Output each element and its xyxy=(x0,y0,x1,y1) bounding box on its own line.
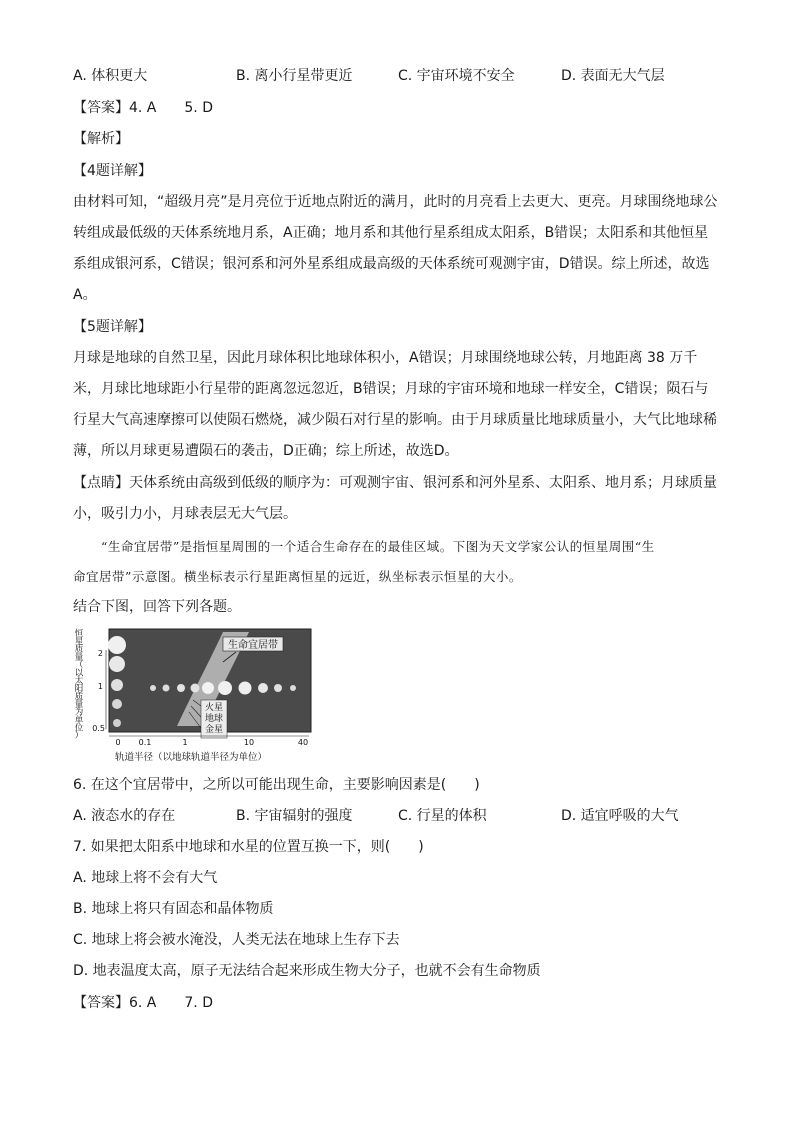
q7-option-a: A. 地球上将不会有大气 xyxy=(73,870,218,886)
planet xyxy=(163,685,170,692)
detail-5-line: 薄，所以月球更易遭陨石的袭击，D正确；综上所述，故选D。 xyxy=(73,443,459,459)
option-b: B. 离小行星带更近 xyxy=(236,68,353,84)
answer-4-5: 【答案】4. A 5. D xyxy=(73,100,213,116)
option-a: A. 体积更大 xyxy=(73,68,148,84)
detail-5-line: 行星大气高速摩擦可以使陨石燃烧，减少陨石对行星的影响。由于月球质量比地球质量小，大气比地球稀 xyxy=(73,412,717,428)
y-tick: 2 xyxy=(97,649,103,658)
y-tick: 0.5 xyxy=(92,724,105,733)
star-mass-1 xyxy=(111,679,123,691)
x-tick: 10 xyxy=(243,738,255,747)
material-line: “生命宜居带”是指恒星周围的一个适合生命存在的最佳区域。下图为天文学家公认的恒星周围“生 xyxy=(101,539,655,554)
detail-4-line: 由材料可知，“超级月亮”是月亮位于近地点附近的满月，此时的月亮看上去更大、更亮。月球围绕地球公 xyxy=(73,194,718,210)
y-axis-label-char: 阳 xyxy=(74,684,84,694)
habitable-zone-figure xyxy=(73,626,313,766)
y-axis-label-char: 单 xyxy=(74,715,84,726)
option-c: C. 宇宙环境不安全 xyxy=(398,68,515,84)
planet xyxy=(290,685,296,691)
x-tick: 40 xyxy=(297,738,309,747)
option-d: D. 表面无大气层 xyxy=(561,68,665,84)
detail-4-line: 转组成最低级的天体系统地月系，A正确；地月系和其他行星系组成太阳系，B错误；太阳系和其他恒星 xyxy=(73,225,709,241)
y-axis-label-char: 星 xyxy=(74,636,84,647)
y-axis-label-char: 恒 xyxy=(74,629,84,639)
star-mass-1-5 xyxy=(109,656,125,672)
q6-option-a: A. 液态水的存在 xyxy=(73,808,176,824)
star-mass-2 xyxy=(108,636,126,654)
planet xyxy=(177,684,185,692)
planet xyxy=(191,684,200,693)
detail-4-line: A。 xyxy=(73,287,97,303)
planet xyxy=(150,685,156,691)
y-axis-label-char: ） xyxy=(74,731,84,742)
material-line: 命宜居带”示意图。横坐标表示行星距离恒星的远近，纵坐标表示恒星的大小。 xyxy=(73,569,522,584)
combine-prompt: 结合下图，回答下列各题。 xyxy=(73,599,241,615)
tip-line: 【点睛】天体系统由高级到低级的顺序为：可观测宇宙、银河系和河外星系、太阳系、地月系；月球质量 xyxy=(73,475,717,491)
planet-label-venus: 金星 xyxy=(204,725,224,735)
band-label: 生命宜居带 xyxy=(228,640,278,651)
star-mass-0-5 xyxy=(113,719,121,727)
detail-5-line: 月球是地球的自然卫星，因此月球体积比地球体积小，A错误；月球围绕地球公转，月地距离 38 万千 xyxy=(73,350,698,366)
y-axis-label-char: 太 xyxy=(74,676,84,687)
detail-4-title: 【4题详解】 xyxy=(73,163,152,179)
y-axis-label-char: 质 xyxy=(74,644,84,655)
planet-label-earth: 地球 xyxy=(204,714,224,724)
y-axis-label-char: 位 xyxy=(74,723,84,734)
y-axis-label-char: 量 xyxy=(74,699,84,710)
analysis-label: 【解析】 xyxy=(73,131,129,147)
y-axis-label-char: （ xyxy=(74,660,84,671)
y-axis-label-char: 为 xyxy=(74,707,84,718)
q6-option-c: C. 行星的体积 xyxy=(398,808,487,824)
tip-line: 小，吸引力小，月球表层无大气层。 xyxy=(73,506,297,522)
question-7-stem: 7. 如果把太阳系中地球和水星的位置互换一下，则( ) xyxy=(73,839,424,855)
detail-5-line: 米，月球比地球距小行星带的距离忽远忽近，B错误；月球的宇宙环境和地球一样安全，C错误；陨石与 xyxy=(73,381,709,397)
x-axis-label: 轨道半径（以地球轨道半径为单位） xyxy=(114,752,268,763)
x-tick: 0.1 xyxy=(138,738,152,747)
q6-option-d: D. 适宜呼吸的大气 xyxy=(561,808,679,824)
detail-5-title: 【5题详解】 xyxy=(73,319,152,335)
star-mass-0-8 xyxy=(112,699,122,709)
detail-4-line: 系组成银河系，C错误；银河系和河外星系组成最高级的天体系统可观测宇宙，D错误。综上所述，故选 xyxy=(73,256,710,272)
q6-option-b: B. 宇宙辐射的强度 xyxy=(236,808,353,824)
q7-option-b: B. 地球上将只有固态和晶体物质 xyxy=(73,901,274,917)
y-axis-label-char: 以 xyxy=(74,668,84,679)
q7-option-d: D. 地表温度太高，原子无法结合起来形成生物大分子，也就不会有生命物质 xyxy=(73,963,541,979)
y-axis-label xyxy=(75,628,84,741)
planet xyxy=(258,683,268,693)
y-tick: 1 xyxy=(97,682,103,691)
planet xyxy=(274,684,282,692)
y-axis-label-char: 量 xyxy=(74,652,84,663)
x-tick: 1 xyxy=(182,738,188,747)
planet-label-mars: 火星 xyxy=(204,703,224,713)
answer-6-7: 【答案】6. A 7. D xyxy=(73,995,213,1011)
q7-option-c: C. 地球上将会被水淹没，人类无法在地球上生存下去 xyxy=(73,932,400,948)
planet xyxy=(239,682,252,695)
question-6-stem: 6. 在这个宜居带中，之所以可能出现生命，主要影响因素是( ) xyxy=(73,777,480,793)
x-tick: 0 xyxy=(115,738,121,747)
planet xyxy=(202,682,214,694)
y-axis-label-char: 质 xyxy=(74,691,84,702)
planet xyxy=(218,681,232,695)
